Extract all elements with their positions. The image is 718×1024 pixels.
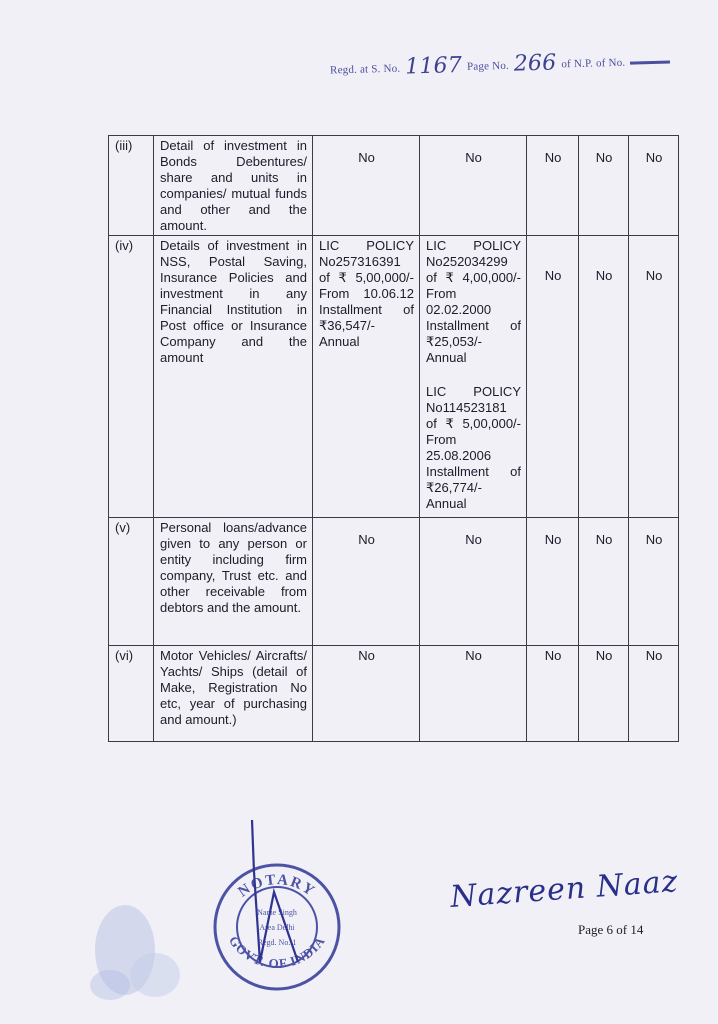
- reg-page-number: 266: [513, 50, 557, 77]
- cell-value: No: [420, 646, 527, 742]
- reg-serial: 1167: [404, 53, 463, 80]
- policy-text: LIC POLICY No257316391 of ₹ 5,00,000/- From 10.06.12 Installment of ₹36,547/- Annual: [319, 238, 414, 349]
- seal-line-3: Regd. No. 1: [257, 938, 297, 947]
- signature: Nazreen Naaz: [449, 864, 680, 915]
- table-row: [109, 646, 679, 742]
- page-prefix: Page No.: [466, 59, 510, 73]
- row-description: Details of investment in NSS, Postal Saving, Insurance Policies and investment in any Financial Institution in Post office or Insurance Company and the amount: [154, 236, 313, 518]
- reg-suffix: of N.P. of No.: [561, 56, 626, 71]
- assets-table: [108, 135, 679, 742]
- cell-value: No: [579, 646, 629, 742]
- cell-value: No: [313, 518, 420, 646]
- reg-prefix: Regd. at S. No.: [329, 62, 401, 77]
- policy-text: LIC POLICY No114523181 of ₹ 5,00,000/- From 25.08.2006 Installment of ₹26,774/- Annual: [426, 384, 521, 511]
- policy-text: LIC POLICY No252034299 of ₹ 4,00,000/- From 02.02.2000 Installment of ₹25,053/- Annual: [426, 238, 521, 365]
- table-row: [109, 518, 679, 646]
- notary-seal: [202, 812, 352, 992]
- seal-line-1: Name Singh: [257, 908, 297, 917]
- cell-value: No: [420, 136, 527, 236]
- row-number: (iii): [109, 136, 154, 236]
- row-number: (iv): [109, 236, 154, 518]
- cell-value: No: [579, 236, 629, 518]
- cell-value: No: [629, 518, 679, 646]
- row-number: (vi): [109, 646, 154, 742]
- row-number: (v): [109, 518, 154, 646]
- seal-line-2: Area Delhi: [259, 923, 295, 932]
- strike-mark: [630, 61, 670, 65]
- row-description: Detail of investment in Bonds Debentures/ share and units in companies/ mutual funds and other and the amount.: [154, 136, 313, 236]
- registration-stamp: [330, 48, 671, 82]
- cell-value: No: [527, 646, 579, 742]
- cell-value: No: [629, 646, 679, 742]
- cell-value: No: [420, 518, 527, 646]
- policy-cell: [313, 236, 420, 518]
- row-description: Personal loans/advance given to any person or entity including firm company, Trust etc. and other receivable from debtors and the amount.: [154, 518, 313, 646]
- svg-text:NOTARY: [235, 872, 318, 900]
- page-number: Page 6 of 14: [578, 922, 644, 937]
- table-row: [109, 236, 679, 518]
- ink-smudge: [80, 890, 190, 1010]
- cell-value: No: [313, 136, 420, 236]
- policy-cell: [420, 236, 527, 518]
- cell-value: No: [313, 646, 420, 742]
- spacer: [426, 366, 521, 384]
- cell-value: No: [629, 236, 679, 518]
- cell-value: No: [629, 136, 679, 236]
- table-row: [109, 136, 679, 236]
- seal-bottom-text: GOVT. OF INDIA: [225, 933, 329, 972]
- cell-value: No: [527, 136, 579, 236]
- cell-value: No: [527, 518, 579, 646]
- row-description: Motor Vehicles/ Aircrafts/ Yachts/ Ships (detail of Make, Registration No etc, year of purchasing and amount.): [154, 646, 313, 742]
- seal-top-text: NOTARY: [235, 871, 319, 901]
- cell-value: No: [527, 236, 579, 518]
- cell-value: No: [579, 518, 629, 646]
- cell-value: No: [579, 136, 629, 236]
